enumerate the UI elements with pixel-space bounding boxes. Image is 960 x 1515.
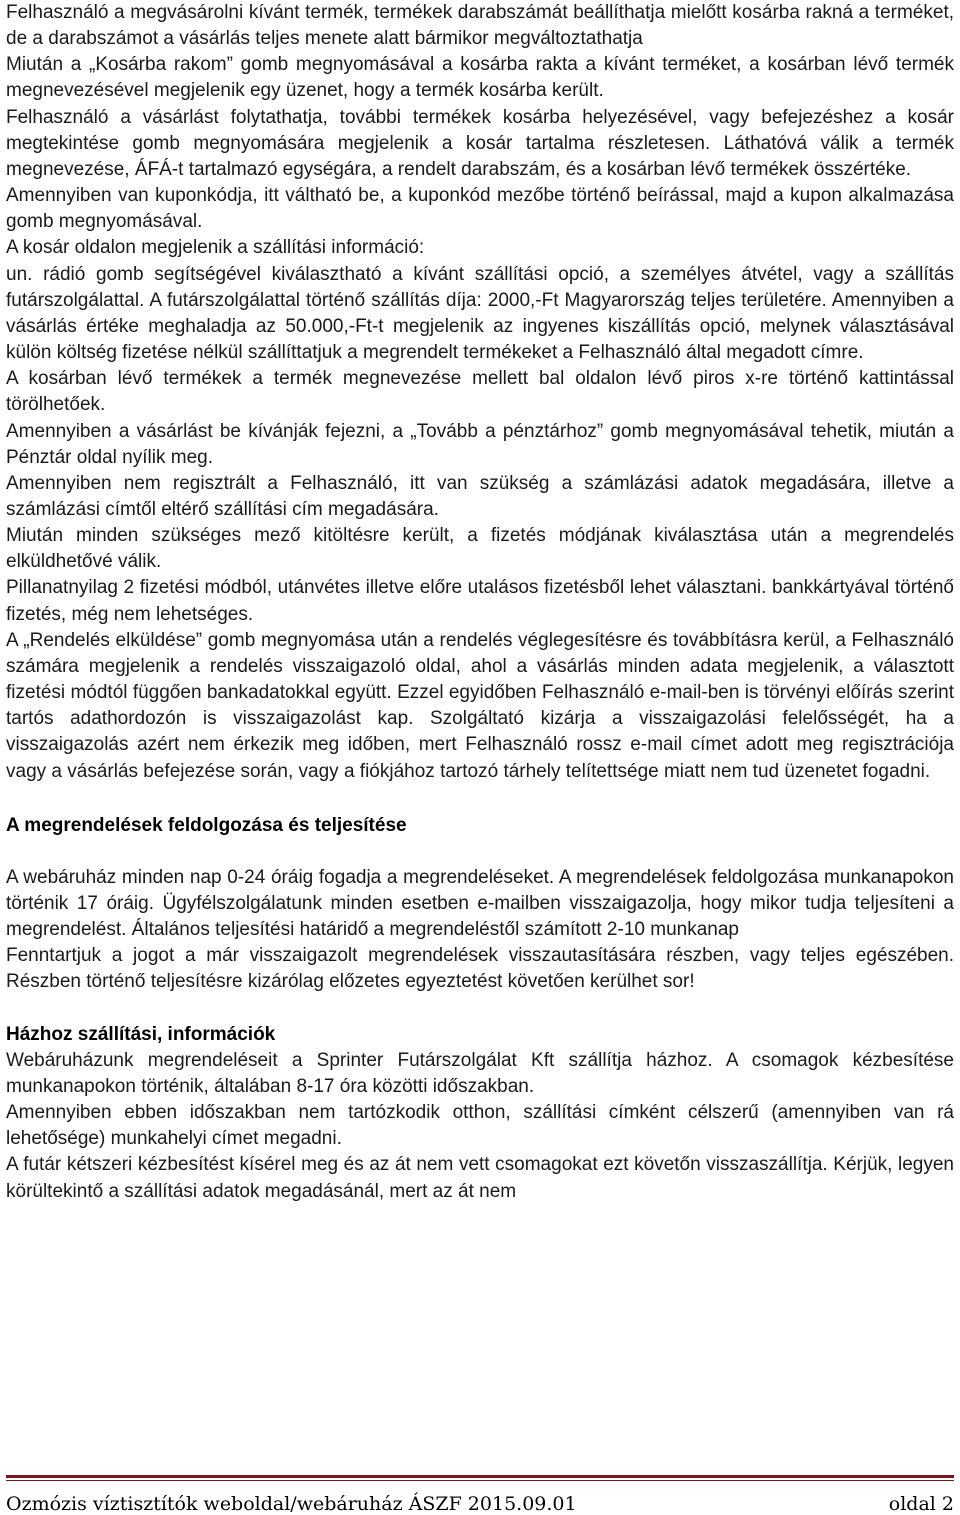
footer-rule-thin xyxy=(6,1480,954,1481)
paragraph-checkout: Amennyiben a vásárlást be kívánják fejezni, a „Tovább a pénztárhoz” gomb megnyomásával tehetik, miután a Pénztár oldal nyílik meg. xyxy=(6,420,954,468)
paragraph-add-to-cart: Miután a „Kosárba rakom” gomb megnyomásával a kosárba rakta a kívánt terméket, a kosárban lévő termék megnevezésével megjelenik egy üzenet, hogy a termék kosárba került. xyxy=(6,54,954,102)
document-page xyxy=(6,0,954,1515)
paragraph-coupon: Amennyiben van kuponkódja, itt váltható be, a kuponkód mezőbe történő beírással, majd a kupon alkalmazása gomb megnyomásával. xyxy=(6,185,954,233)
paragraph-order-confirmation: A „Rendelés elküldése” gomb megnyomása után a rendelés véglegesítésre és továbbításra kerül, a Felhasználó számára megjelenik a rendelés visszaigazoló oldal, ahol a vásárlás minden adata megjelenik, a választott fizetési módtól függően bankadatokkal együtt. Ezzel egyidőben Felhasználó e-mail-ben is törvényi előírás szerint tartós adathordozón is visszaigazolást kap. Szolgáltató kizárja a visszaigazolási felelősségét, ha a visszaigazolás azért nem érkezik meg időben, mert Felhasználó rossz e-mail címet adott meg regisztrációja vagy a vásárlás befejezése során, vagy a fiókjához tartozó tárhely telítettsége miatt nem tud üzenetet fogadni. xyxy=(6,629,954,782)
paragraph-rejection-right: Fenntartjuk a jogot a már visszaigazolt megrendelések visszautasítására részben, vagy teljes egészében. Részben történő teljesítésre kizárólag előzetes egyeztetést követően kerülhet sor! xyxy=(6,945,954,993)
paragraph-shipping-info-intro: A kosár oldalon megjelenik a szállítási információ: xyxy=(6,237,425,259)
heading-home-delivery: Házhoz szállítási, információk xyxy=(6,1023,276,1045)
heading-order-processing: A megrendelések feldolgozása és teljesítése xyxy=(6,814,407,836)
paragraph-courier: Webáruházunk megrendeléseit a Sprinter Futárszolgálat Kft szállítja házhoz. A csomagok kézbesítése munkanapokon történik, általában 8-17 óra közötti időszakban. xyxy=(6,1049,954,1097)
paragraph-work-address: Amennyiben ebben időszakban nem tartózkodik otthon, szállítási címként célszerű (amennyiben van rá lehetősége) munkahelyi címet megadni. xyxy=(6,1102,954,1150)
page-footer xyxy=(6,1475,954,1515)
paragraph-billing: Amennyiben nem regisztrált a Felhasználó, itt van szükség a számlázási adatok megadására, illetve a számlázási címtől eltérő szállítási cím megadására. xyxy=(6,472,954,520)
paragraph-redelivery: A futár kétszeri kézbesítést kísérel meg és az át nem vett csomagokat ezt követőn visszaszállítja. Kérjük, legyen körültekintő a szállítási adatok megadásánál, mert az át nem xyxy=(6,1154,954,1202)
paragraph-payment-options: Pillanatnyilag 2 fizetési módból, utánvétes illetve előre utalásos fizetésből lehet választani. bankkártyával történő fizetés, még nem lehetséges. xyxy=(6,577,954,625)
footer-document-title: Ozmózis víztisztítók weboldal/webáruház ÁSZF 2015.09.01 xyxy=(6,1493,577,1515)
paragraph-processing-hours: A webáruház minden nap 0-24 óráig fogadja a megrendeléseket. A megrendelések feldolgozása munkanapokon történik 17 óráig. Ügyfélszolgálatunk minden esetben e-mailben visszaigazolja, hogy mikor tudja teljesíteni a megrendelést. Általános teljesítési határidő a megrendeléstől számított 2-10 munkanap xyxy=(6,866,954,941)
footer-page-number: oldal 2 xyxy=(888,1493,954,1515)
footer-row xyxy=(6,1493,954,1515)
paragraph-cart-view: Felhasználó a vásárlást folytathatja, további termékek kosárba helyezésével, vagy befejezéshez a kosár megtekintése gomb megnyomására megjelenik a kosár tartalma részletesen. Láthatóvá válik a termék megnevezése, ÁFÁ-t tartalmazó egységára, a rendelt darabszám, és a kosárban lévő termékek összértéke. xyxy=(6,106,954,180)
paragraph-payment-method: Miután minden szükséges mező kitöltésre került, a fizetés módjának kiválasztása után a megrendelés elküldhetővé válik. xyxy=(6,525,954,573)
paragraph-quantity: Felhasználó a megvásárolni kívánt termék, termékek darabszámát beállíthatja mielőtt kosárba rakná a terméket, de a darabszámot a vásárlás teljes menete alatt bármikor megváltoztathatja xyxy=(6,2,954,50)
paragraph-remove-item: A kosárban lévő termékek a termék megnevezése mellett bal oldalon lévő piros x-re történő kattintással törölhetőek. xyxy=(6,368,954,416)
document-body xyxy=(6,0,954,1205)
paragraph-shipping-options: un. rádió gomb segítségével kiválasztható a kívánt szállítási opció, a személyes átvétel, vagy a szállítás futárszolgálattal. A futárszolgálattal történő szállítás díja: 2000,-Ft Magyarország teljes területére. Amennyiben a vásárlás értéke meghaladja az 50.000,-Ft-t megjelenik az ingyenes kiszállítás opció, melynek választásával külön költség fizetése nélkül szállíttatjuk a megrendelt termékeket a Felhasználó által megadott címre. xyxy=(6,263,954,364)
footer-rule-thick xyxy=(6,1475,954,1478)
